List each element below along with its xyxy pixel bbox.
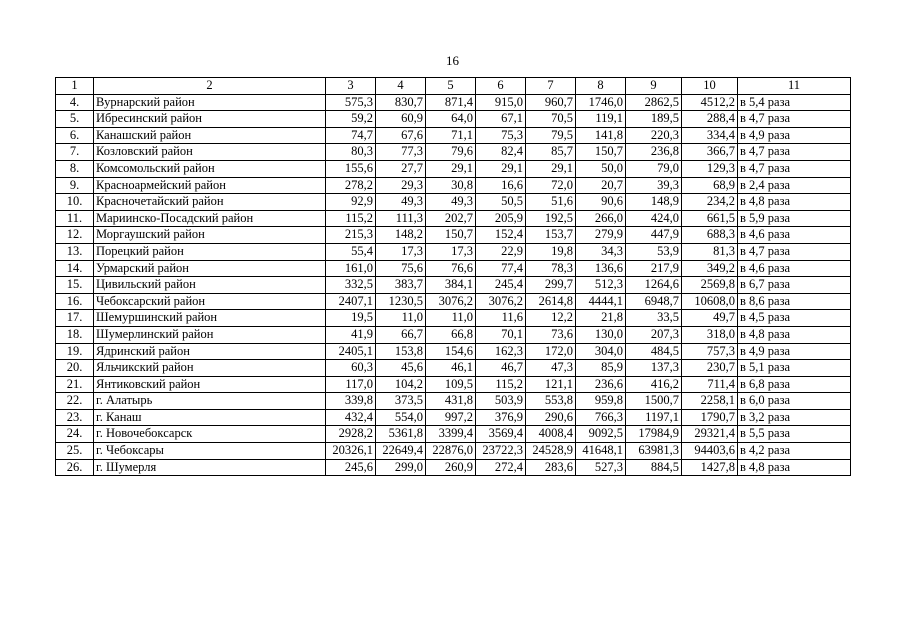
- district-name: Вурнарский район: [94, 94, 326, 111]
- value-col-9: 53,9: [626, 243, 682, 260]
- value-col-8: 136,6: [576, 260, 626, 277]
- value-col-7: 51,6: [526, 194, 576, 211]
- value-col-5: 3399,4: [426, 426, 476, 443]
- row-number: 24.: [56, 426, 94, 443]
- row-number: 22.: [56, 393, 94, 410]
- value-col-6: 272,4: [476, 459, 526, 476]
- value-col-4: 60,9: [376, 111, 426, 128]
- value-col-6: 115,2: [476, 376, 526, 393]
- growth-ratio: в 6,7 раза: [738, 277, 851, 294]
- value-col-7: 121,1: [526, 376, 576, 393]
- growth-ratio: в 6,0 раза: [738, 393, 851, 410]
- value-col-3: 115,2: [326, 210, 376, 227]
- value-col-9: 39,3: [626, 177, 682, 194]
- district-name: Мариинско-Посадский район: [94, 210, 326, 227]
- value-col-5: 29,1: [426, 160, 476, 177]
- value-col-10: 129,3: [682, 160, 738, 177]
- value-col-7: 73,6: [526, 326, 576, 343]
- value-col-4: 5361,8: [376, 426, 426, 443]
- value-col-4: 77,3: [376, 144, 426, 161]
- district-name: Порецкий район: [94, 243, 326, 260]
- value-col-9: 1500,7: [626, 393, 682, 410]
- value-col-6: 915,0: [476, 94, 526, 111]
- value-col-10: 234,2: [682, 194, 738, 211]
- table-row: [56, 443, 851, 460]
- value-col-7: 960,7: [526, 94, 576, 111]
- table-row: [56, 459, 851, 476]
- value-col-7: 153,7: [526, 227, 576, 244]
- column-header-11: 11: [738, 78, 851, 95]
- value-col-9: 220,3: [626, 127, 682, 144]
- value-col-4: 373,5: [376, 393, 426, 410]
- value-col-10: 318,0: [682, 326, 738, 343]
- value-col-8: 34,3: [576, 243, 626, 260]
- value-col-9: 1264,6: [626, 277, 682, 294]
- row-number: 12.: [56, 227, 94, 244]
- value-col-9: 1197,1: [626, 409, 682, 426]
- value-col-6: 46,7: [476, 360, 526, 377]
- value-col-5: 871,4: [426, 94, 476, 111]
- value-col-10: 757,3: [682, 343, 738, 360]
- table-row: [56, 310, 851, 327]
- value-col-9: 33,5: [626, 310, 682, 327]
- row-number: 13.: [56, 243, 94, 260]
- value-col-4: 11,0: [376, 310, 426, 327]
- value-col-9: 17984,9: [626, 426, 682, 443]
- district-name: Красночетайский район: [94, 194, 326, 211]
- value-col-5: 46,1: [426, 360, 476, 377]
- value-col-8: 150,7: [576, 144, 626, 161]
- district-name: Комсомольский район: [94, 160, 326, 177]
- value-col-8: 766,3: [576, 409, 626, 426]
- growth-ratio: в 5,9 раза: [738, 210, 851, 227]
- value-col-10: 1427,8: [682, 459, 738, 476]
- table-row: [56, 426, 851, 443]
- growth-ratio: в 4,9 раза: [738, 343, 851, 360]
- district-name: Красноармейский район: [94, 177, 326, 194]
- growth-ratio: в 4,8 раза: [738, 326, 851, 343]
- value-col-8: 4444,1: [576, 293, 626, 310]
- value-col-10: 29321,4: [682, 426, 738, 443]
- value-col-5: 79,6: [426, 144, 476, 161]
- growth-ratio: в 5,5 раза: [738, 426, 851, 443]
- value-col-4: 22649,4: [376, 443, 426, 460]
- value-col-8: 236,6: [576, 376, 626, 393]
- value-col-4: 45,6: [376, 360, 426, 377]
- value-col-5: 431,8: [426, 393, 476, 410]
- value-col-7: 4008,4: [526, 426, 576, 443]
- value-col-4: 104,2: [376, 376, 426, 393]
- growth-ratio: в 4,7 раза: [738, 111, 851, 128]
- table-row: [56, 144, 851, 161]
- value-col-5: 30,8: [426, 177, 476, 194]
- value-col-5: 3076,2: [426, 293, 476, 310]
- row-number: 4.: [56, 94, 94, 111]
- value-col-5: 17,3: [426, 243, 476, 260]
- value-col-3: 339,8: [326, 393, 376, 410]
- value-col-3: 19,5: [326, 310, 376, 327]
- value-col-10: 2569,8: [682, 277, 738, 294]
- value-col-3: 575,3: [326, 94, 376, 111]
- value-col-9: 148,9: [626, 194, 682, 211]
- value-col-9: 424,0: [626, 210, 682, 227]
- table-row: [56, 227, 851, 244]
- value-col-4: 111,3: [376, 210, 426, 227]
- value-col-8: 20,7: [576, 177, 626, 194]
- value-col-9: 6948,7: [626, 293, 682, 310]
- value-col-7: 72,0: [526, 177, 576, 194]
- value-col-10: 661,5: [682, 210, 738, 227]
- value-col-7: 24528,9: [526, 443, 576, 460]
- value-col-6: 67,1: [476, 111, 526, 128]
- value-col-3: 2407,1: [326, 293, 376, 310]
- row-number: 16.: [56, 293, 94, 310]
- value-col-4: 66,7: [376, 326, 426, 343]
- column-header-6: 6: [476, 78, 526, 95]
- district-name: Ядринский район: [94, 343, 326, 360]
- row-number: 14.: [56, 260, 94, 277]
- value-col-9: 484,5: [626, 343, 682, 360]
- value-col-6: 16,6: [476, 177, 526, 194]
- value-col-8: 41648,1: [576, 443, 626, 460]
- value-col-4: 383,7: [376, 277, 426, 294]
- value-col-6: 162,3: [476, 343, 526, 360]
- value-col-6: 376,9: [476, 409, 526, 426]
- value-col-4: 153,8: [376, 343, 426, 360]
- table-row: [56, 376, 851, 393]
- value-col-10: 68,9: [682, 177, 738, 194]
- value-col-8: 90,6: [576, 194, 626, 211]
- row-number: 8.: [56, 160, 94, 177]
- value-col-7: 70,5: [526, 111, 576, 128]
- value-col-9: 217,9: [626, 260, 682, 277]
- value-col-9: 63981,3: [626, 443, 682, 460]
- growth-ratio: в 4,7 раза: [738, 160, 851, 177]
- value-col-8: 50,0: [576, 160, 626, 177]
- table-row: [56, 409, 851, 426]
- value-col-3: 2405,1: [326, 343, 376, 360]
- district-name: Яльчикский район: [94, 360, 326, 377]
- value-col-7: 2614,8: [526, 293, 576, 310]
- value-col-10: 288,4: [682, 111, 738, 128]
- value-col-3: 432,4: [326, 409, 376, 426]
- value-col-6: 23722,3: [476, 443, 526, 460]
- value-col-10: 49,7: [682, 310, 738, 327]
- value-col-6: 70,1: [476, 326, 526, 343]
- value-col-6: 3076,2: [476, 293, 526, 310]
- value-col-4: 1230,5: [376, 293, 426, 310]
- district-name: Козловский район: [94, 144, 326, 161]
- value-col-3: 117,0: [326, 376, 376, 393]
- page-number: 16: [446, 53, 459, 68]
- value-col-9: 79,0: [626, 160, 682, 177]
- growth-ratio: в 2,4 раза: [738, 177, 851, 194]
- value-col-10: 334,4: [682, 127, 738, 144]
- table-row: [56, 393, 851, 410]
- growth-ratio: в 4,8 раза: [738, 459, 851, 476]
- growth-ratio: в 4,2 раза: [738, 443, 851, 460]
- growth-ratio: в 6,8 раза: [738, 376, 851, 393]
- value-col-7: 78,3: [526, 260, 576, 277]
- value-col-3: 55,4: [326, 243, 376, 260]
- value-col-10: 349,2: [682, 260, 738, 277]
- value-col-5: 109,5: [426, 376, 476, 393]
- district-name: Шемуршинский район: [94, 310, 326, 327]
- column-header-4: 4: [376, 78, 426, 95]
- district-name: Моргаушский район: [94, 227, 326, 244]
- table-row: [56, 243, 851, 260]
- value-col-8: 9092,5: [576, 426, 626, 443]
- value-col-5: 71,1: [426, 127, 476, 144]
- value-col-7: 47,3: [526, 360, 576, 377]
- value-col-10: 366,7: [682, 144, 738, 161]
- value-col-9: 447,9: [626, 227, 682, 244]
- value-col-8: 266,0: [576, 210, 626, 227]
- value-col-7: 79,5: [526, 127, 576, 144]
- growth-ratio: в 8,6 раза: [738, 293, 851, 310]
- table-row: [56, 94, 851, 111]
- row-number: 10.: [56, 194, 94, 211]
- column-header-8: 8: [576, 78, 626, 95]
- value-col-3: 92,9: [326, 194, 376, 211]
- district-name: Урмарский район: [94, 260, 326, 277]
- value-col-7: 290,6: [526, 409, 576, 426]
- value-col-3: 59,2: [326, 111, 376, 128]
- value-col-9: 207,3: [626, 326, 682, 343]
- value-col-5: 11,0: [426, 310, 476, 327]
- column-header-3: 3: [326, 78, 376, 95]
- value-col-5: 76,6: [426, 260, 476, 277]
- district-name: г. Новочебоксарск: [94, 426, 326, 443]
- value-col-4: 29,3: [376, 177, 426, 194]
- row-number: 26.: [56, 459, 94, 476]
- value-col-7: 29,1: [526, 160, 576, 177]
- value-col-10: 81,3: [682, 243, 738, 260]
- column-header-2: 2: [94, 78, 326, 95]
- value-col-3: 2928,2: [326, 426, 376, 443]
- district-name: г. Шумерля: [94, 459, 326, 476]
- growth-ratio: в 4,6 раза: [738, 227, 851, 244]
- table-row: [56, 326, 851, 343]
- value-col-10: 10608,0: [682, 293, 738, 310]
- value-col-9: 189,5: [626, 111, 682, 128]
- row-number: 11.: [56, 210, 94, 227]
- district-name: Янтиковский район: [94, 376, 326, 393]
- value-col-5: 49,3: [426, 194, 476, 211]
- value-col-6: 205,9: [476, 210, 526, 227]
- value-col-3: 332,5: [326, 277, 376, 294]
- table-row: [56, 277, 851, 294]
- row-number: 17.: [56, 310, 94, 327]
- row-number: 21.: [56, 376, 94, 393]
- value-col-3: 215,3: [326, 227, 376, 244]
- value-col-7: 283,6: [526, 459, 576, 476]
- table-row: [56, 293, 851, 310]
- table-row: [56, 127, 851, 144]
- value-col-5: 22876,0: [426, 443, 476, 460]
- row-number: 6.: [56, 127, 94, 144]
- value-col-10: 2258,1: [682, 393, 738, 410]
- value-col-5: 66,8: [426, 326, 476, 343]
- value-col-5: 997,2: [426, 409, 476, 426]
- value-col-5: 150,7: [426, 227, 476, 244]
- value-col-5: 384,1: [426, 277, 476, 294]
- value-col-3: 60,3: [326, 360, 376, 377]
- value-col-10: 230,7: [682, 360, 738, 377]
- value-col-8: 85,9: [576, 360, 626, 377]
- value-col-8: 959,8: [576, 393, 626, 410]
- column-header-7: 7: [526, 78, 576, 95]
- district-name: г. Алатырь: [94, 393, 326, 410]
- row-number: 19.: [56, 343, 94, 360]
- table-row: [56, 177, 851, 194]
- row-number: 5.: [56, 111, 94, 128]
- district-name: Канашский район: [94, 127, 326, 144]
- value-col-9: 137,3: [626, 360, 682, 377]
- district-name: Чебоксарский район: [94, 293, 326, 310]
- district-name: Шумерлинский район: [94, 326, 326, 343]
- district-name: г. Канаш: [94, 409, 326, 426]
- table-row: [56, 160, 851, 177]
- value-col-5: 202,7: [426, 210, 476, 227]
- value-col-3: 278,2: [326, 177, 376, 194]
- value-col-8: 512,3: [576, 277, 626, 294]
- header-row: [56, 78, 851, 95]
- value-col-4: 27,7: [376, 160, 426, 177]
- row-number: 7.: [56, 144, 94, 161]
- value-col-9: 2862,5: [626, 94, 682, 111]
- value-col-7: 85,7: [526, 144, 576, 161]
- value-col-7: 12,2: [526, 310, 576, 327]
- column-header-1: 1: [56, 78, 94, 95]
- value-col-3: 245,6: [326, 459, 376, 476]
- row-number: 18.: [56, 326, 94, 343]
- district-name: Ибресинский район: [94, 111, 326, 128]
- value-col-9: 884,5: [626, 459, 682, 476]
- row-number: 9.: [56, 177, 94, 194]
- value-col-10: 4512,2: [682, 94, 738, 111]
- growth-ratio: в 5,1 раза: [738, 360, 851, 377]
- value-col-4: 49,3: [376, 194, 426, 211]
- column-header-5: 5: [426, 78, 476, 95]
- table-row: [56, 343, 851, 360]
- value-col-10: 711,4: [682, 376, 738, 393]
- value-col-8: 527,3: [576, 459, 626, 476]
- value-col-6: 11,6: [476, 310, 526, 327]
- row-number: 25.: [56, 443, 94, 460]
- value-col-4: 17,3: [376, 243, 426, 260]
- growth-ratio: в 3,2 раза: [738, 409, 851, 426]
- value-col-4: 67,6: [376, 127, 426, 144]
- value-col-8: 130,0: [576, 326, 626, 343]
- value-col-3: 74,7: [326, 127, 376, 144]
- value-col-6: 152,4: [476, 227, 526, 244]
- value-col-6: 22,9: [476, 243, 526, 260]
- value-col-6: 3569,4: [476, 426, 526, 443]
- value-col-6: 245,4: [476, 277, 526, 294]
- table-row: [56, 194, 851, 211]
- value-col-6: 82,4: [476, 144, 526, 161]
- value-col-4: 148,2: [376, 227, 426, 244]
- value-col-10: 688,3: [682, 227, 738, 244]
- value-col-7: 553,8: [526, 393, 576, 410]
- data-table: [55, 77, 851, 476]
- table-row: [56, 210, 851, 227]
- value-col-5: 154,6: [426, 343, 476, 360]
- value-col-8: 279,9: [576, 227, 626, 244]
- value-col-4: 554,0: [376, 409, 426, 426]
- value-col-8: 141,8: [576, 127, 626, 144]
- value-col-6: 29,1: [476, 160, 526, 177]
- value-col-6: 503,9: [476, 393, 526, 410]
- value-col-3: 155,6: [326, 160, 376, 177]
- value-col-8: 1746,0: [576, 94, 626, 111]
- column-header-9: 9: [626, 78, 682, 95]
- column-header-10: 10: [682, 78, 738, 95]
- district-name: Цивильский район: [94, 277, 326, 294]
- growth-ratio: в 4,8 раза: [738, 194, 851, 211]
- value-col-4: 75,6: [376, 260, 426, 277]
- row-number: 23.: [56, 409, 94, 426]
- value-col-8: 119,1: [576, 111, 626, 128]
- growth-ratio: в 4,9 раза: [738, 127, 851, 144]
- district-name: г. Чебоксары: [94, 443, 326, 460]
- table-row: [56, 360, 851, 377]
- growth-ratio: в 4,6 раза: [738, 260, 851, 277]
- table-body: [56, 94, 851, 476]
- value-col-3: 80,3: [326, 144, 376, 161]
- row-number: 15.: [56, 277, 94, 294]
- value-col-6: 75,3: [476, 127, 526, 144]
- value-col-5: 260,9: [426, 459, 476, 476]
- value-col-10: 1790,7: [682, 409, 738, 426]
- value-col-7: 19,8: [526, 243, 576, 260]
- value-col-4: 299,0: [376, 459, 426, 476]
- growth-ratio: в 4,5 раза: [738, 310, 851, 327]
- value-col-4: 830,7: [376, 94, 426, 111]
- value-col-10: 94403,6: [682, 443, 738, 460]
- growth-ratio: в 5,4 раза: [738, 94, 851, 111]
- value-col-3: 20326,1: [326, 443, 376, 460]
- value-col-6: 77,4: [476, 260, 526, 277]
- value-col-6: 50,5: [476, 194, 526, 211]
- value-col-8: 304,0: [576, 343, 626, 360]
- value-col-7: 299,7: [526, 277, 576, 294]
- value-col-3: 161,0: [326, 260, 376, 277]
- row-number: 20.: [56, 360, 94, 377]
- table-row: [56, 260, 851, 277]
- value-col-7: 172,0: [526, 343, 576, 360]
- value-col-9: 416,2: [626, 376, 682, 393]
- value-col-7: 192,5: [526, 210, 576, 227]
- value-col-8: 21,8: [576, 310, 626, 327]
- value-col-9: 236,8: [626, 144, 682, 161]
- value-col-5: 64,0: [426, 111, 476, 128]
- growth-ratio: в 4,7 раза: [738, 243, 851, 260]
- table-row: [56, 111, 851, 128]
- growth-ratio: в 4,7 раза: [738, 144, 851, 161]
- value-col-3: 41,9: [326, 326, 376, 343]
